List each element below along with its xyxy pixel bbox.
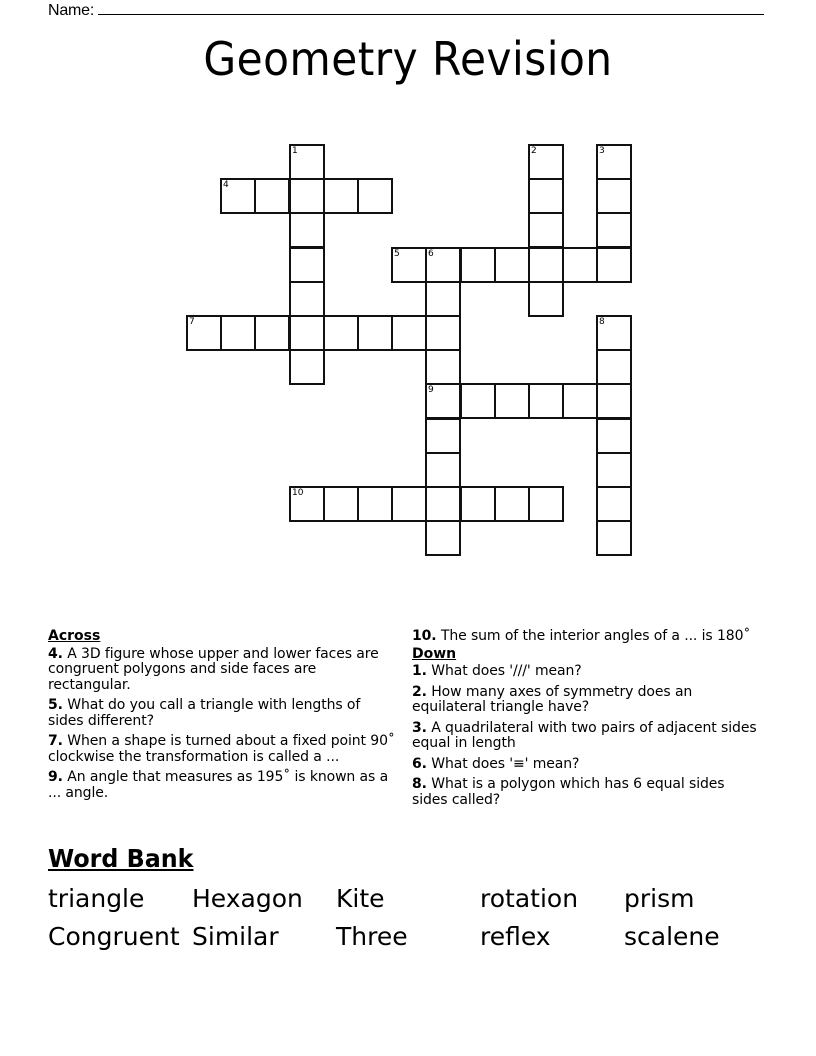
- clue-number: 8: [599, 317, 605, 327]
- clue-across-7: 7. When a shape is turned about a fixed point 90˚ clockwise the transformation is called a ...: [48, 733, 395, 765]
- clue-number: 10: [292, 488, 304, 498]
- clue-down-3: 3. A quadrilateral with two pairs of adjacent sides equal in length: [412, 719, 757, 751]
- crossword-cell[interactable]: [425, 520, 461, 556]
- crossword-cell[interactable]: [528, 178, 564, 214]
- crossword-cell[interactable]: [323, 178, 359, 214]
- crossword-cell[interactable]: [494, 247, 530, 283]
- crossword-cell[interactable]: [357, 178, 393, 214]
- crossword-cell[interactable]: [562, 383, 598, 419]
- word-bank-item: Similar: [192, 922, 279, 951]
- clue-down-2: 2. How many axes of symmetry does an equilateral triangle have?: [412, 683, 693, 715]
- clue-number: 2: [531, 146, 537, 156]
- crossword-cell[interactable]: [289, 315, 325, 351]
- word-bank-item: rotation: [480, 884, 579, 913]
- word-bank-item: Hexagon: [192, 884, 303, 913]
- crossword-cell[interactable]: [289, 281, 325, 317]
- clue-across-10: 10. The sum of the interior angles of a ... is 180˚: [412, 628, 751, 644]
- word-bank-item: Congruent: [48, 922, 180, 951]
- crossword-cell[interactable]: [562, 247, 598, 283]
- name-label: Name:: [48, 2, 95, 19]
- crossword-cell[interactable]: [220, 178, 256, 214]
- crossword-cell[interactable]: [323, 315, 359, 351]
- crossword-cell[interactable]: [596, 212, 632, 248]
- crossword-cell[interactable]: [596, 315, 632, 351]
- word-bank-row: [48, 918, 768, 956]
- word-bank-item: triangle: [48, 884, 145, 913]
- clue-number: 1: [292, 146, 298, 156]
- crossword-cell[interactable]: [460, 486, 496, 522]
- crossword-cell[interactable]: [528, 486, 564, 522]
- crossword-cell[interactable]: [528, 281, 564, 317]
- word-bank-item: Kite: [336, 884, 385, 913]
- clue-across-5: 5. What do you call a triangle with lengths of sides different?: [48, 697, 361, 729]
- crossword-cell[interactable]: [596, 452, 632, 488]
- word-bank-item: prism: [624, 884, 695, 913]
- crossword-cell[interactable]: [391, 315, 427, 351]
- crossword-cell[interactable]: [460, 383, 496, 419]
- word-bank-row: [48, 880, 768, 918]
- clue-number: 5: [394, 249, 400, 259]
- crossword-cell[interactable]: [425, 349, 461, 385]
- clues-right-column: [412, 629, 762, 813]
- across-heading: Across: [48, 628, 101, 644]
- crossword-cell[interactable]: [425, 315, 461, 351]
- crossword-cell[interactable]: [289, 247, 325, 283]
- crossword-cell[interactable]: [596, 247, 632, 283]
- clue-number: 6: [428, 249, 434, 259]
- crossword-cell[interactable]: [494, 486, 530, 522]
- clue-down-8: 8. What is a polygon which has 6 equal sides sides called?: [412, 776, 725, 808]
- clue-number: 7: [189, 317, 195, 327]
- crossword-cell[interactable]: [425, 383, 461, 419]
- crossword-cell[interactable]: [186, 315, 222, 351]
- crossword-cell[interactable]: [425, 281, 461, 317]
- crossword-cell[interactable]: [289, 212, 325, 248]
- crossword-cell[interactable]: [254, 178, 290, 214]
- crossword-cell[interactable]: [528, 144, 564, 180]
- crossword-cell[interactable]: [596, 486, 632, 522]
- crossword-cell[interactable]: [357, 315, 393, 351]
- crossword-cell[interactable]: [289, 144, 325, 180]
- crossword-cell[interactable]: [425, 486, 461, 522]
- crossword-cell[interactable]: [357, 486, 393, 522]
- crossword-cell[interactable]: [528, 247, 564, 283]
- crossword-cell[interactable]: [254, 315, 290, 351]
- crossword-cell[interactable]: [528, 383, 564, 419]
- crossword-cell[interactable]: [289, 486, 325, 522]
- crossword-cell[interactable]: [289, 349, 325, 385]
- crossword-cell[interactable]: [596, 383, 632, 419]
- clue-across-4: 4. A 3D figure whose upper and lower faces are congruent polygons and side faces are rectangular.: [48, 645, 379, 693]
- crossword-cell[interactable]: [528, 212, 564, 248]
- crossword-cell[interactable]: [425, 247, 461, 283]
- clue-number: 3: [599, 146, 605, 156]
- word-bank-item: Three: [336, 922, 408, 951]
- crossword-cell[interactable]: [494, 383, 530, 419]
- crossword-cell[interactable]: [596, 144, 632, 180]
- crossword-cell[interactable]: [596, 520, 632, 556]
- crossword-cell[interactable]: [596, 418, 632, 454]
- clue-down-6: 6. What does '≡' mean?: [412, 755, 580, 772]
- crossword-cell[interactable]: [596, 349, 632, 385]
- crossword-cell[interactable]: [289, 178, 325, 214]
- word-bank: [48, 880, 768, 956]
- clue-down-1: 1. What does '///' mean?: [412, 663, 582, 679]
- clue-number: 4: [223, 180, 229, 190]
- crossword-cell[interactable]: [323, 486, 359, 522]
- crossword-cell[interactable]: [220, 315, 256, 351]
- crossword-cell[interactable]: [391, 486, 427, 522]
- word-bank-title: Word Bank: [48, 844, 194, 873]
- down-heading: Down: [412, 645, 457, 662]
- clue-across-9: 9. An angle that measures as 195˚ is known as a ... angle.: [48, 769, 389, 801]
- crossword-cell[interactable]: [460, 247, 496, 283]
- crossword-cell[interactable]: [425, 452, 461, 488]
- clues-left-column: [48, 629, 398, 806]
- crossword-cell[interactable]: [596, 178, 632, 214]
- crossword-cell[interactable]: [425, 418, 461, 454]
- word-bank-item: scalene: [624, 922, 720, 951]
- page-title: Geometry Revision: [203, 32, 613, 86]
- word-bank-item: reflex: [480, 922, 551, 951]
- clue-number: 9: [428, 385, 434, 395]
- crossword-cell[interactable]: [391, 247, 427, 283]
